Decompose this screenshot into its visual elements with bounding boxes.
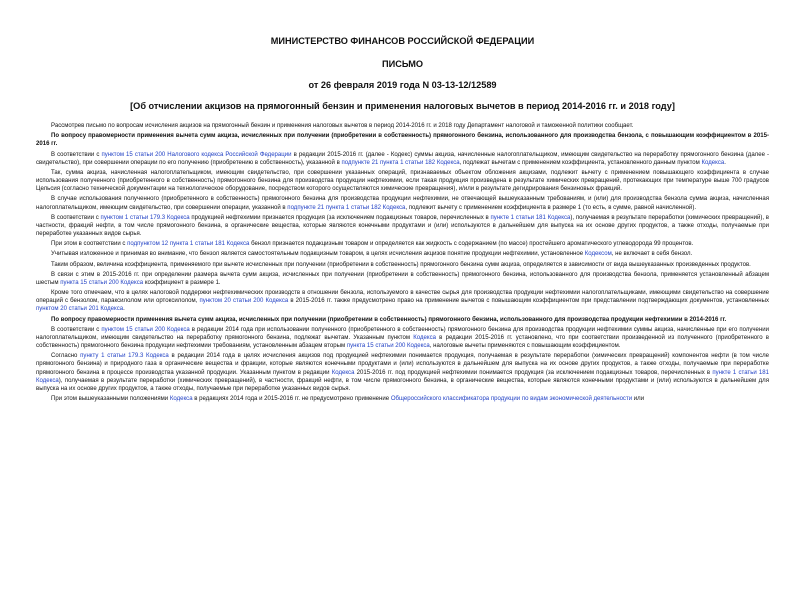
paragraph-text: продукцией нефтехимии признается продукция (за исключением подакцизных товаров, перечисленных в [189,214,491,221]
paragraph-text: Согласно [51,353,81,360]
legal-reference-link[interactable]: Кодексом [584,251,612,258]
legal-reference-link[interactable]: пунктом 1 статьи 179.3 Кодекса [100,214,190,221]
paragraph-text: в редакциях 2014 года и 2015-2016 гг. не предусмотрено применение [192,396,391,403]
body-paragraph [36,250,769,258]
legal-reference-link[interactable]: Общероссийского классификатора продукции по видам экономической деятельности [390,396,633,403]
body-paragraph [36,122,769,130]
body-paragraph [36,395,769,403]
paragraph-text: ), получаемая в результате переработки (химических превращений), в частности, фракций нефти, в том числе прямогонного бензина, в органические вещества, которые являются конечными продуктами и (или) используются в дальнейшем для выпуска на их основе других продуктов, а также отходы, получаемые при переработке указанных видов сырья. [36,377,769,392]
paragraph-text: в редакции 2014 года в целях исчисления акцизов под продукцией нефтехимии понимается продукция, получаемая в результате переработки (химических превращений) компонентов нефти (в том числе прямогонного бензина) и природного газа в органические вещества и фракции, которые являются конечными продуктами и (или) используются в дальнейшем для выпуска на их основе других продуктов, а также отходы, получаемые при переработке прямогонного бензина в процессе производства указанной продукции. Указанным пунктом в редакции [36,353,769,376]
paragraph-text: в редакции 2015-2016 гг. (далее - Кодекс) суммы акциза, начисленные налогоплательщиком, имеющим свидетельство на переработку прямогонного бензина (далее - свидетельство), при совершении операции по его получению (приобретению в собственность), указанной в [36,151,769,166]
legal-reference-link[interactable]: пунктом 20 статьи 200 Кодекса [199,298,289,305]
legal-reference-link[interactable]: пункте 1 статьи 181 Кодекса [36,369,769,384]
paragraph-text: в редакции 2015-2016 гг. установлено, что при соответствии произведенной из полученного (приобретенного в собственность) прямогонного бензина продукции нефтехимии требованиям, установленным абзацем вторым [36,335,769,350]
legal-reference-link[interactable]: пунктом 15 статьи 200 Налогового кодекса Российской Федерации [101,151,292,158]
paragraph-text: Таким образом, величина коэффициента, применяемого при вычете исчисленных при получении (приобретении в собственность) прямогонного бензина сумм акциза, определяется в зависимости от вида вышеуказанных произведенных продуктов. [51,261,751,268]
paragraph-text: В соответствии с [51,151,102,158]
legal-reference-link[interactable]: пункта 15 статьи 200 Кодекса [346,343,430,350]
ministry-heading: МИНИСТЕРСТВО ФИНАНСОВ РОССИЙСКОЙ ФЕДЕРАЦИИ [270,36,535,46]
body-paragraph [36,271,769,287]
body-paragraph [36,261,769,269]
paragraph-text: бензол признается подакцизным товаром и определяется как жидкость с содержанием (по массе) простейшего ароматического углеводорода 99 процентов. [249,241,694,248]
paragraph-text: . [724,159,726,166]
legal-reference-link[interactable]: подпунктом 12 пункта 1 статьи 181 Кодекса [127,241,250,248]
document-page [0,36,807,607]
paragraph-text: Кроме того отмечаем, что в целях налоговой поддержки нефтехимических производств в отношении бензола, используемого в качестве сырья для производства продукции нефтехимии налогоплательщиками, имеющими свидетельство на совершение операций с бензолом, параксилолом или ортоксилолом, [36,290,769,305]
paragraph-text: При этом вышеуказанными положениями [51,396,170,403]
legal-reference-link[interactable]: Кодекса [331,369,355,376]
legal-reference-link[interactable]: пункта 15 статьи 200 Кодекса [60,279,144,286]
paragraph-text: В случае использования полученного (приобретенного в собственность) прямогонного бензина для производства продукции нефтехимии, не отвечающей вышеуказанным требованиям, и (или) для производства бензола сумма акциза, начисленная налогоплательщиком, имеющим свидетельство, при совершении операции, указанной в [36,196,769,211]
paragraph-text: Рассмотрев письмо по вопросам исчисления акцизов на прямогонный бензин и применения налоговых вычетов в период 2014-2016 гг. и 2018 году Департамент налоговой и таможенной политики сообщает. [51,123,634,129]
legal-reference-link[interactable]: подпункте 21 пункта 1 статьи 182 Кодекса [287,204,406,211]
paragraph-text: , подлежит вычету с применением коэффициента в размере 1 (то есть, в сумме, равной начисленной). [405,204,697,211]
body-paragraph [36,169,769,193]
paragraph-text: , подлежат вычетам с применением коэффициента, установленного данным пунктом [459,159,702,166]
legal-reference-link[interactable]: пунктом 20 статьи 201 Кодекса [36,306,124,313]
paragraph-text: в 2015-2016 гг. также предусмотрено право на применение вычетов с повышающим коэффициентом при представлении подтверждающих документов, установленных [288,298,770,305]
paragraph-text: В соответствии с [51,326,102,333]
document-date-number: от 26 февраля 2019 года N 03-13-12/12589 [308,80,497,90]
legal-reference-link[interactable]: Кодекса [169,396,193,403]
legal-reference-link[interactable]: пунктом 15 статьи 200 Кодекса [101,326,190,333]
paragraph-text: коэффициент в размере 1. [143,279,221,286]
paragraph-text: , налоговые вычеты применяются с повышающим коэффициентом. [429,343,621,350]
body-paragraph [36,352,769,393]
legal-reference-link[interactable]: пункте 1 статьи 181 Кодекса [490,214,571,221]
paragraph-text: При этом в соответствии с [51,241,128,248]
legal-reference-link[interactable]: Кодекса [701,159,725,166]
paragraph-text: Учитывая изложенное и принимая во внимание, что бензол является самостоятельным подакцизным товаром, в целях исчисления акцизов понятие продукции нефтехимии, установленное [51,251,585,258]
legal-reference-link[interactable]: Кодекса [413,335,436,341]
paragraph-text: Так, сумма акциза, начисленная налогоплательщиком, имеющим свидетельство, при совершении указанных операций, признаваемых объектом обложения акцизами, подлежит вычету с применением повышающего коэффициента в случае использования полученного (приобретенного в собственность) прямогонного бензина для производства продукции нефтехимии, если такая продукция произведена в результате химических превращений, протекающих при температуре выше 700 градусов Цельсия (согласно технической документации на технологическое оборудование, посредством которого осуществляются химические превращения), и/или в результате дегидрирования бензиновых фракций. [36,169,769,193]
paragraph-text: По вопросу правомерности применения вычета сумм акциза, исчисленных при получении (приобретении в собственность) прямогонного бензина, использованного для производства продукции нефтехимии в 2014-2016 гг. [51,316,727,323]
paragraph-text: 2015-2016 гг. под продукцией нефтехимии понимается продукция (за исключением подакцизных товаров, перечисленных в [354,369,713,376]
body-paragraph [36,195,769,211]
document-body [36,122,769,403]
paragraph-text: , не включает в себя бензол. [611,251,693,258]
paragraph-text: По вопросу правомерности применения вычета сумм акциза, исчисленных при получении (приобретении в собственность) прямогонного бензина, использованного для производства бензола, с повышающим коэффициентом в 2015-2016 гг. [36,133,769,148]
body-paragraph [36,214,769,238]
body-paragraph [36,326,769,350]
legal-reference-link[interactable]: подпункте 21 пункта 1 статьи 182 Кодекса [341,159,460,166]
document-subject: [Об отчислении акцизов на прямогонный бензин и применения налоговых вычетов в период 2014-2016 гг. и 2018 году] [130,101,675,111]
body-paragraph [36,240,769,248]
legal-reference-link[interactable]: пункту 1 статьи 179.3 Кодекса [80,353,169,360]
section-heading-paragraph [36,132,769,148]
paragraph-text: В соответствии с [51,214,101,221]
body-paragraph [36,151,769,167]
paragraph-text: или [632,396,645,403]
section-heading-paragraph [36,316,769,324]
paragraph-text: в редакции 2014 года при использовании полученного (приобретенного в собственность) прямогонного бензина для производства продукции нефтехимии суммы акциза, начисленные при его получении налогоплательщиком, имеющим свидетельство на переработку прямогонного бензина, подлежат вычетам. Указанным пунктом [36,326,770,341]
paragraph-text: ), получаемая в результате переработки (химических превращений), в частности, фракций нефти, в том числе прямогонного бензина, в органические вещества, которые являются конечными продуктами и (или) используются в дальнейшем для выпуска на их основе других продуктов, а также отходы, получаемые при переработке указанных видов сырья. [36,214,769,237]
paragraph-text: . [123,306,125,313]
body-paragraph [36,289,769,313]
paragraph-text: В связи с этим в 2015-2016 гг. при определении размера вычета сумм акциза, исчисленных при получении (приобретении в собственность) прямогонного бензина, использованного для производства бензола, применяется установленный абзацем шестым [36,271,769,286]
document-type: ПИСЬМО [381,59,424,69]
